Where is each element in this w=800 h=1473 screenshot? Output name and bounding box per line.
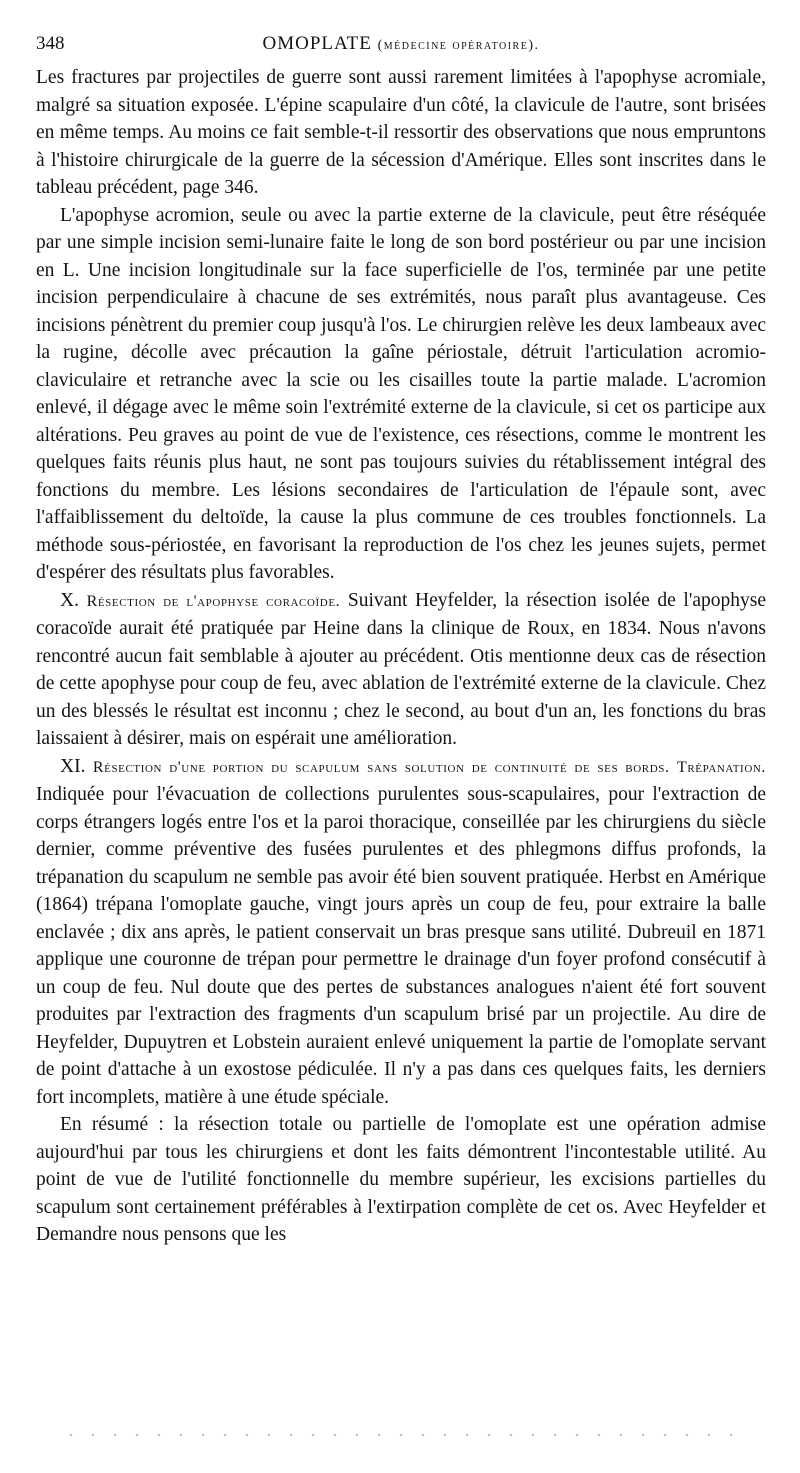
section-heading: Résection d'une portion du scapulum sans solution de continuité de ses bords. bbox=[92, 758, 670, 776]
running-title-sub: (médecine opératoire). bbox=[377, 38, 540, 53]
running-title-main: OMOPLATE bbox=[262, 33, 372, 54]
footer-scan-dots bbox=[60, 1432, 740, 1438]
document-page bbox=[36, 30, 766, 1249]
section-text: Indiquée pour l'évacuation de collections purulentes sous-scapulaires, pour l'extraction de corps étrangers logés entre l'os et la paroi thoracique, conseillée par les chirurgiens du siècle dernier, comme préventive des fusées purulentes et des phlegmons diffus profonds, la trépanation du scapulum ne semble pas avoir été bien souvent pratiquée. Herbst en Amérique (1864) trépana l'omoplate gauche, vingt jours après un coup de feu, pour extraire la balle enclavée ; dix ans après, le patient conservait un bras presque sans utilité. Dubreuil en 1871 applique une couronne de trépan pour permettre le drainage d'un foyer profond consécutif à un coup de feu. Nul doute que des pertes de substances analogues n'aient été fort souvent produites par l'extraction des fragments d'un scapulum brisé par un projectile. Au dire de Heyfelder, Dupuytren et Lobstein auraient enlevé uniquement la partie de l'omoplate servant de point d'attache à un exostose pédiculée. Il n'y a pas dans ces quelques faits, les derniers fort incomplets, matière à une étude spéciale. bbox=[36, 784, 766, 1108]
section-number: X. bbox=[60, 589, 79, 611]
page-header bbox=[36, 30, 766, 58]
section-xi-trepanation bbox=[36, 753, 766, 1112]
section-number: XI. bbox=[60, 755, 86, 777]
section-x-coracoid bbox=[36, 587, 766, 753]
paragraph-fractures: Les fractures par projectiles de guerre sont aussi rarement limitées à l'apophyse acromiale, malgré sa situation exposée. L'épine scapulaire d'un côté, la clavicule de l'autre, sont brisées en même temps. Au moins ce fait semble-t-il ressortir des observations que nous empruntons à l'histoire chirurgicale de la guerre de la sécession d'Amérique. Elles sont inscrites dans le tableau précédent, page 346. bbox=[36, 67, 766, 198]
body-text bbox=[36, 64, 766, 1249]
paragraph-summary: En résumé : la résection totale ou partielle de l'omoplate est une opération admise aujourd'hui par tous les chirurgiens et dont les faits démontrent l'incontestable utilité. Au point de vue de l'utilité fonctionnelle du membre supérieur, les excisions partielles du scapulum sont certainement préférables à l'extirpation complète de cet os. Avec Heyfelder et Demandre nous pensons que les bbox=[36, 1114, 766, 1245]
running-title bbox=[36, 30, 766, 60]
section-heading: Résection de l'apophyse coracoïde. bbox=[86, 592, 341, 610]
paragraph-acromion-resection: L'apophyse acromion, seule ou avec la partie externe de la clavicule, peut être réséquée par une simple incision semi-lunaire faite le long de son bord postérieur ou par une incision en L. Une incision longitudinale sur la face superficielle de l'os, terminée par une petite incision perpendiculaire à chacune de ses extrémités, nous paraît plus avantageuse. Ces incisions pénètrent du premier coup jusqu'à l'os. Le chirurgien relève les deux lambeaux avec la rugine, décolle avec précaution la gaîne périostale, détruit l'articulation acromio-claviculaire et retranche avec la scie ou les cisailles toute la partie malade. L'acromion enlevé, il dégage avec le même soin l'extrémité externe de la clavicule, si cet os participe aux altérations. Peu graves au point de vue de l'existence, ces résections, comme le montrent les quelques faits réunis plus haut, ne sont pas toujours suivies du rétablissement intégral des fonctions du membre. Les lésions secondaires de l'articulation de l'épaule sont, avec l'affaiblissement du deltoïde, la cause la plus commune de ces troubles fonctionnels. La méthode sous-périostée, en favorisant la reproduction de l'os chez les jeunes sujets, permet d'espérer des résultats plus favorables. bbox=[36, 204, 766, 583]
page-number: 348 bbox=[36, 33, 65, 54]
section-subheading: Trépanation. bbox=[676, 758, 767, 776]
section-text: Suivant Heyfelder, la résection isolée de l'apophyse coracoïde aurait été pratiquée par Heine dans la clinique de Roux, en 1834. Nous n'avons rencontré aucun fait semblable à ajouter au précédent. Otis mentionne deux cas de résection de cette apophyse pour coup de feu, avec ablation de l'extrémité externe de la clavicule. Chez un des blessés le résultat est inconnu ; chez le second, au bout d'un an, les fonctions du bras laissaient à désirer, mais on espérait une amélioration. bbox=[36, 589, 767, 749]
